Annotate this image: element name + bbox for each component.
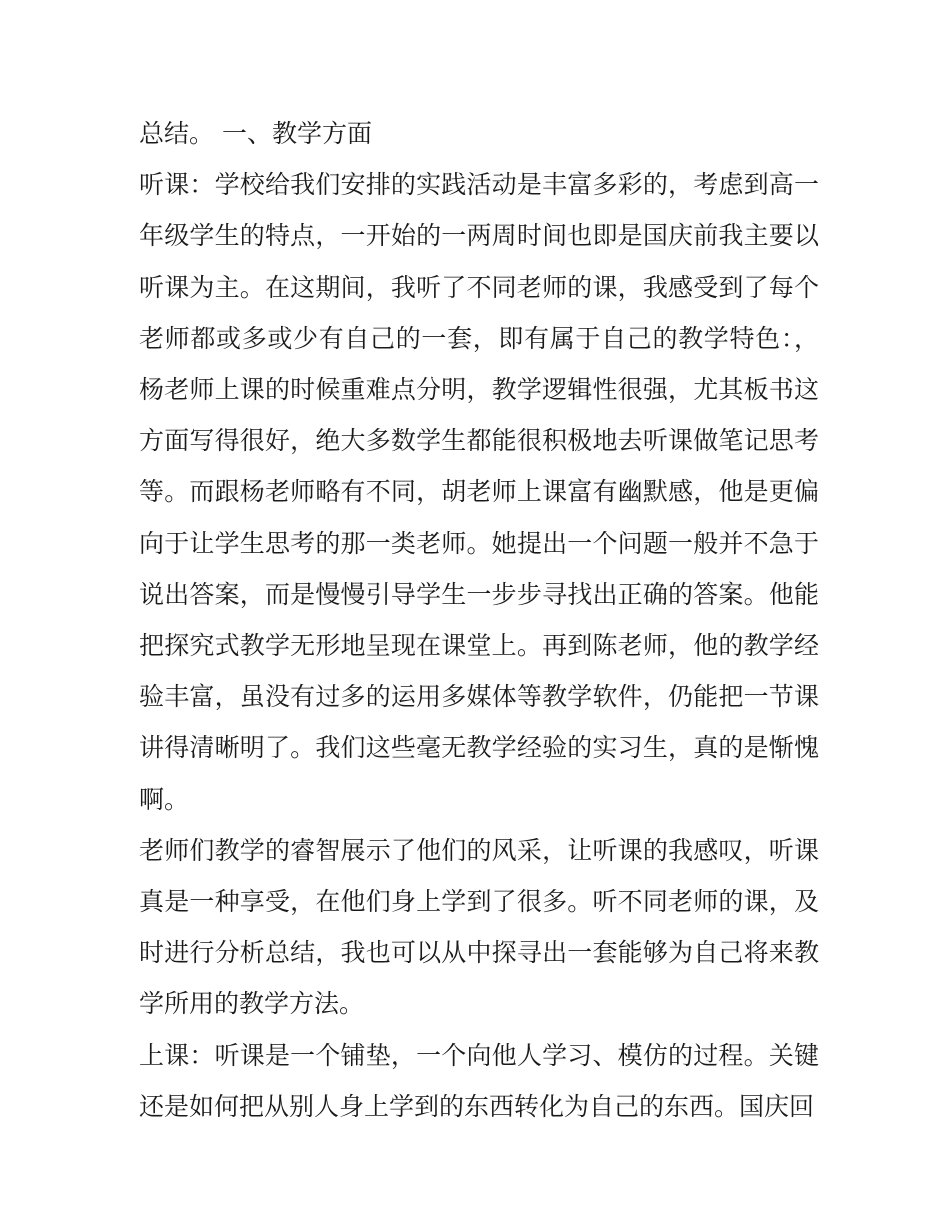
paragraph-listening: 听课：学校给我们安排的实践活动是丰富多彩的，考虑到高一年级学生的特点，一开始的一两周时间也即是国庆前我主要以听课为主。在这期间，我听了不同老师的课，我感受到了每个老师都或多或少有自己的一套，即有属于自己的教学特色：，杨老师上课的时候重难点分明，教学逻辑性很强，尤其板书这方面写得很好，绝大多数学生都能很积极地去听课做笔记思考等。而跟杨老师略有不同，胡老师上课富有幽默感，他是更偏向于让学生思考的那一类老师。她提出一个问题一般并不急于说出答案，而是慢慢引导学生一步步寻找出正确的答案。他能把探究式教学无形地呈现在课堂上。再到陈老师，他的教学经验丰富，虽没有过多的运用多媒体等教学软件，仍能把一节课讲得清晰明了。我们这些毫无教学经验的实习生，真的是惭愧啊。	[139, 170, 819, 814]
paragraph-teaching: 上课：听课是一个铺垫，一个向他人学习、模仿的过程。关键还是如何把从别人身上学到的东西转化为自己的东西。国庆回	[139, 1040, 819, 1121]
document-body	[139, 108, 819, 1132]
section-heading: 总结。 一、教学方面	[139, 119, 372, 148]
paragraph-reflection: 老师们教学的睿智展示了他们的风采，让听课的我感叹，听课真是一种享受，在他们身上学到了很多。听不同老师的课，及时进行分析总结，我也可以从中探寻出一套能够为自己将来教学所用的教学方法。	[139, 835, 819, 1019]
